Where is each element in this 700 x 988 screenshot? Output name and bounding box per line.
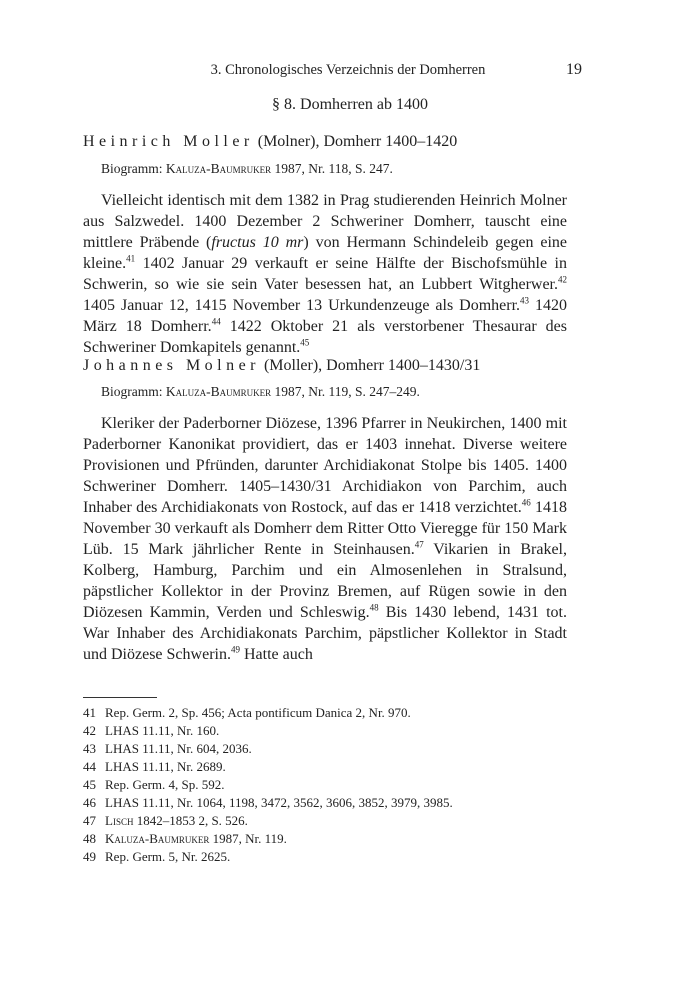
footnote-author: Lisch xyxy=(105,813,134,828)
footnote-42 xyxy=(83,722,583,740)
paragraph-text: 1402 Januar 29 verkauft er seine Hälfte der Bischofsmühle in Schwerin, so wie sie sein Vater besessen hat, an Lubbert Witgherwer. xyxy=(83,255,567,293)
footnote-45 xyxy=(83,776,583,794)
footnote-text: Rep. Germ. 4, Sp. 592. xyxy=(105,777,225,792)
entry-name: Heinrich Moller xyxy=(83,133,254,150)
paragraph-text: ) von Hermann Schindeleib gegen eine kleine. xyxy=(83,234,567,272)
biogramm-author: Kaluza-Baumruker xyxy=(165,161,272,176)
footnote-ref[interactable]: 41 xyxy=(126,253,136,264)
footnote-text: LHAS 11.11, Nr. 160. xyxy=(105,723,220,738)
entry-johannes-molner xyxy=(83,357,567,375)
biogramm-author: Kaluza-Baumruker xyxy=(165,384,272,399)
footnote-ref[interactable]: 45 xyxy=(300,337,310,348)
paragraph-text: Hatte auch xyxy=(239,646,313,663)
footnote-text: Rep. Germ. 2, Sp. 456; Acta pontificum Danica 2, Nr. 970. xyxy=(105,705,411,720)
footnote-divider xyxy=(83,697,157,698)
footnote-text: 1987, Nr. 119. xyxy=(209,831,287,846)
section-title: § 8. Domherren ab 1400 xyxy=(272,96,428,113)
entry-paragraph xyxy=(83,190,567,358)
entry-heading xyxy=(83,133,567,151)
footnote-ref[interactable]: 42 xyxy=(558,274,567,285)
footnote-number: 46 xyxy=(83,795,96,810)
footnote-number: 44 xyxy=(83,759,96,774)
footnote-number: 47 xyxy=(83,813,96,828)
biogramm-prefix: Biogramm: xyxy=(101,161,166,176)
entry-paragraph xyxy=(83,413,567,665)
biogramm-line xyxy=(83,384,567,400)
footnote-text: Rep. Germ. 5, Nr. 2625. xyxy=(105,849,231,864)
footnote-text: LHAS 11.11, Nr. 604, 2036. xyxy=(105,741,252,756)
footnote-number: 42 xyxy=(83,723,96,738)
paragraph-text: Bis 1430 lebend, 1431 tot. War Inhaber des Archidiakonats Parchim, päpstlicher Kollektor in Stadt und Diözese Schwerin. xyxy=(83,604,567,663)
running-head xyxy=(0,62,700,84)
paragraph-text: Vielleicht identisch mit dem 1382 in Prag studierenden Heinrich Molner aus Salzwedel. 1400 Dezember 2 Schweriner Domherr, tauscht eine mittlere Präbende ( xyxy=(83,192,567,251)
footnote-44 xyxy=(83,758,583,776)
footnote-49 xyxy=(83,848,583,866)
footnote-number: 41 xyxy=(83,705,96,720)
biogramm-line xyxy=(83,161,567,177)
biogramm-prefix: Biogramm: xyxy=(101,384,166,399)
entry-name: Johannes Molner xyxy=(83,357,260,374)
footnote-48 xyxy=(83,830,583,848)
footnote-number: 43 xyxy=(83,741,96,756)
paragraph-text: Vikarien in Brakel, Kolberg, Hamburg, Parchim und ein Almosenlehen in Stralsund, päpstlicher Kollektor in der Provinz Bremen, auf Rügen sowie in den Diözesen Kammin, Verden und Schleswig. xyxy=(83,541,567,621)
footnotes xyxy=(83,704,583,866)
footnote-text: 1842–1853 2, S. 526. xyxy=(133,813,248,828)
footnote-ref[interactable]: 43 xyxy=(520,295,530,306)
paragraph-text: Kleriker der Paderborner Diözese, 1396 Pfarrer in Neukirchen, 1400 mit Paderborner Kanonikat providiert, das er 1403 innehat. Diverse weitere Provisionen und Pfründen, darunter Archidiakonat Stolpe bis 1405. 1400 Schweriner Domherr. 1405–1430/31 Archidiakon von Parchim, auch Inhaber des Archidiakonats von Rostock, auf das er 1418 verzichtet. xyxy=(83,415,567,516)
footnote-number: 48 xyxy=(83,831,96,846)
entry-heinrich-moller xyxy=(83,133,567,151)
footnote-number: 45 xyxy=(83,777,96,792)
biogramm-reference: 1987, Nr. 118, S. 247. xyxy=(271,161,393,176)
biogramm-reference: 1987, Nr. 119, S. 247–249. xyxy=(271,384,420,399)
paragraph-text: 1422 Oktober 21 als verstorbener Thesaurar des Schweriner Domkapitels genannt. xyxy=(83,318,567,356)
footnote-ref[interactable]: 44 xyxy=(211,316,221,327)
footnote-text: LHAS 11.11, Nr. 2689. xyxy=(105,759,226,774)
footnote-ref[interactable]: 47 xyxy=(414,539,424,550)
footnote-ref[interactable]: 46 xyxy=(521,497,531,508)
footnote-author: Kaluza-Baumruker xyxy=(105,831,210,846)
footnote-46 xyxy=(83,794,583,812)
paragraph-text: 1405 Januar 12, 1415 November 13 Urkundenzeuge als Domherr. xyxy=(83,297,521,314)
paragraph-text: 1418 November 30 verkauft als Domherr dem Ritter Otto Vieregge für 150 Mark Lüb. 15 Mark jährlicher Rente in Steinhausen. xyxy=(83,499,568,558)
page-number: 19 xyxy=(566,61,582,78)
entry-name-suffix: (Molner), Domherr 1400–1420 xyxy=(253,133,458,150)
entry-heading xyxy=(83,357,567,375)
paragraph-text: 1420 März 18 Domherr. xyxy=(83,297,568,335)
footnote-number: 49 xyxy=(83,849,96,864)
footnote-ref[interactable]: 49 xyxy=(230,644,240,655)
entry-name-suffix: (Moller), Domherr 1400–1430/31 xyxy=(259,357,481,374)
paragraph-italic: fructus 10 mr xyxy=(211,234,304,251)
running-title: 3. Chronologisches Verzeichnis der Domherren xyxy=(210,62,486,78)
footnote-text: LHAS 11.11, Nr. 1064, 1198, 3472, 3562, 3606, 3852, 3979, 3985. xyxy=(105,795,453,810)
footnote-47 xyxy=(83,812,583,830)
footnote-41 xyxy=(83,704,583,722)
footnote-ref[interactable]: 48 xyxy=(369,602,379,613)
footnote-43 xyxy=(83,740,583,758)
